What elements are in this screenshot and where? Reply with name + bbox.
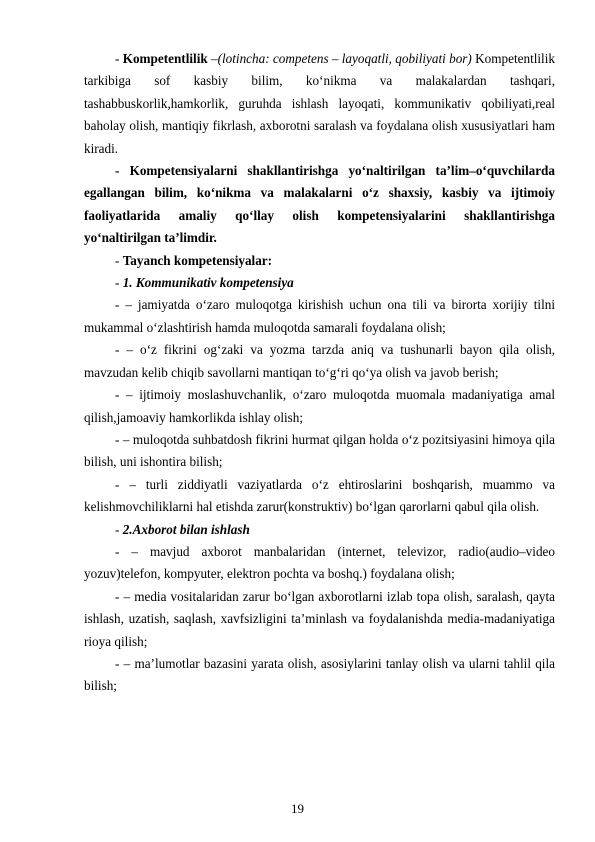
list-item: [84, 474, 555, 519]
paragraph-kompetentlilik: [84, 48, 555, 160]
paragraph-definition-education: [84, 160, 555, 250]
bullet-marker: -: [115, 387, 127, 403]
list-item-text: – jamiyatda o‘zaro muloqotga kirishish uchun ona tili va birorta xorijiy tilni mukammal o‘zlashtirish hamda muloqotda samarali foydalana olish;: [84, 297, 555, 335]
bullet-marker: -: [115, 163, 130, 179]
list-item: [84, 541, 555, 586]
subheading-text: 1. Kommunikativ kompetensiya: [122, 275, 294, 291]
list-item-text: – ijtimoiy moslashuvchanlik, o‘zaro muloqotda muomala madaniyatiga amal qilish,jamoaviy hamkorlikda ishlay olish;: [84, 387, 555, 425]
section-heading-core-competencies: [84, 250, 555, 272]
list-item: [84, 294, 555, 339]
list-item: [84, 384, 555, 429]
bullet-marker: -: [115, 51, 123, 66]
paragraph-text: Kompetensiyalarni shakllantirishga yo‘naltirilgan ta’lim–o‘quvchilarda egallangan bilim, ko‘nikma va malakalarni o‘z shaxsiy, kasbiy va ijtimoiy faoliyatlarida amaliy qo‘llay olish kompetensiyalarini shakllantirishga yo‘naltirilgan ta’limdir.: [84, 163, 555, 246]
list-item: [84, 429, 555, 474]
bullet-marker: -: [115, 476, 130, 492]
bullet-marker: -: [115, 521, 123, 537]
subheading-communicative-competence: [84, 272, 555, 294]
list-item-text: – turli ziddiyatli vaziyatlarda o‘z ehtiroslarini boshqarish, muammo va kelishmovchiliklarni hal etishda zarur(konstruktiv) bo‘lgan qarorlarni qabul qila olish.: [84, 476, 555, 515]
heading-text: Tayanch kompetensiyalar:: [122, 252, 273, 268]
term-etymology: –(lotincha: competens – layoqatli, qobiliyati bor): [207, 51, 472, 66]
bullet-marker: -: [115, 275, 123, 291]
list-item: [84, 339, 555, 384]
list-item: [84, 653, 555, 698]
subheading-information-handling: [84, 519, 555, 541]
list-item: [84, 586, 555, 653]
bullet-marker: -: [115, 342, 127, 358]
page-number: 19: [291, 801, 304, 816]
bullet-marker: -: [115, 655, 124, 671]
list-item-text: – media vositalaridan zarur bo‘lgan axborotlarni izlab topa olish, saralash, qayta ishlash, uzatish, saqlash, xavfsizligini ta’minlash va foydalanishda media-madaniyatiga rioya qilish;: [84, 588, 555, 649]
document-page: [84, 48, 555, 698]
list-item-text: – muloqotda suhbatdosh fikrini hurmat qilgan holda o‘z pozitsiyasini himoya qila bilish, uni ishontira bilish;: [84, 431, 555, 470]
bullet-marker: -: [115, 431, 123, 447]
list-item-text: – o‘z fikrini og‘zaki va yozma tarzda aniq va tushunarli bayon qila olish, mavzudan kelib chiqib savollarni mantiqan to‘g‘ri qo‘ya olish va javob berish;: [84, 342, 555, 380]
bullet-marker: -: [115, 588, 124, 604]
subheading-text: 2.Axborot bilan ishlash: [122, 521, 250, 537]
list-item-text: – mavjud axborot manbalaridan (internet, televizor, radio(audio–video yozuv)telefon, kompyuter, elektron pochta va boshq.) foydalana olish;: [84, 543, 555, 582]
bullet-marker: -: [115, 297, 126, 313]
bullet-marker: -: [115, 543, 132, 559]
bullet-marker: -: [115, 252, 123, 268]
paragraph-text: Kompetentlilik tarkibiga sof kasbiy bilim, ko‘nikma va malakalardan tashqari, tashabbuskorlik,hamkorlik, guruhda ishlash layoqati, kommunikativ qobiliyati,real baholay olish, mantiqiy fikrlash, axborotni saralash va foydalana olish xususiyatlari ham kiradi.: [84, 51, 555, 156]
term-kompetentlilik: Kompetentlilik: [122, 51, 208, 66]
list-item-text: – ma’lumotlar bazasini yarata olish, asosiylarini tanlay olish va ularni tahlil qila bilish;: [84, 655, 555, 694]
